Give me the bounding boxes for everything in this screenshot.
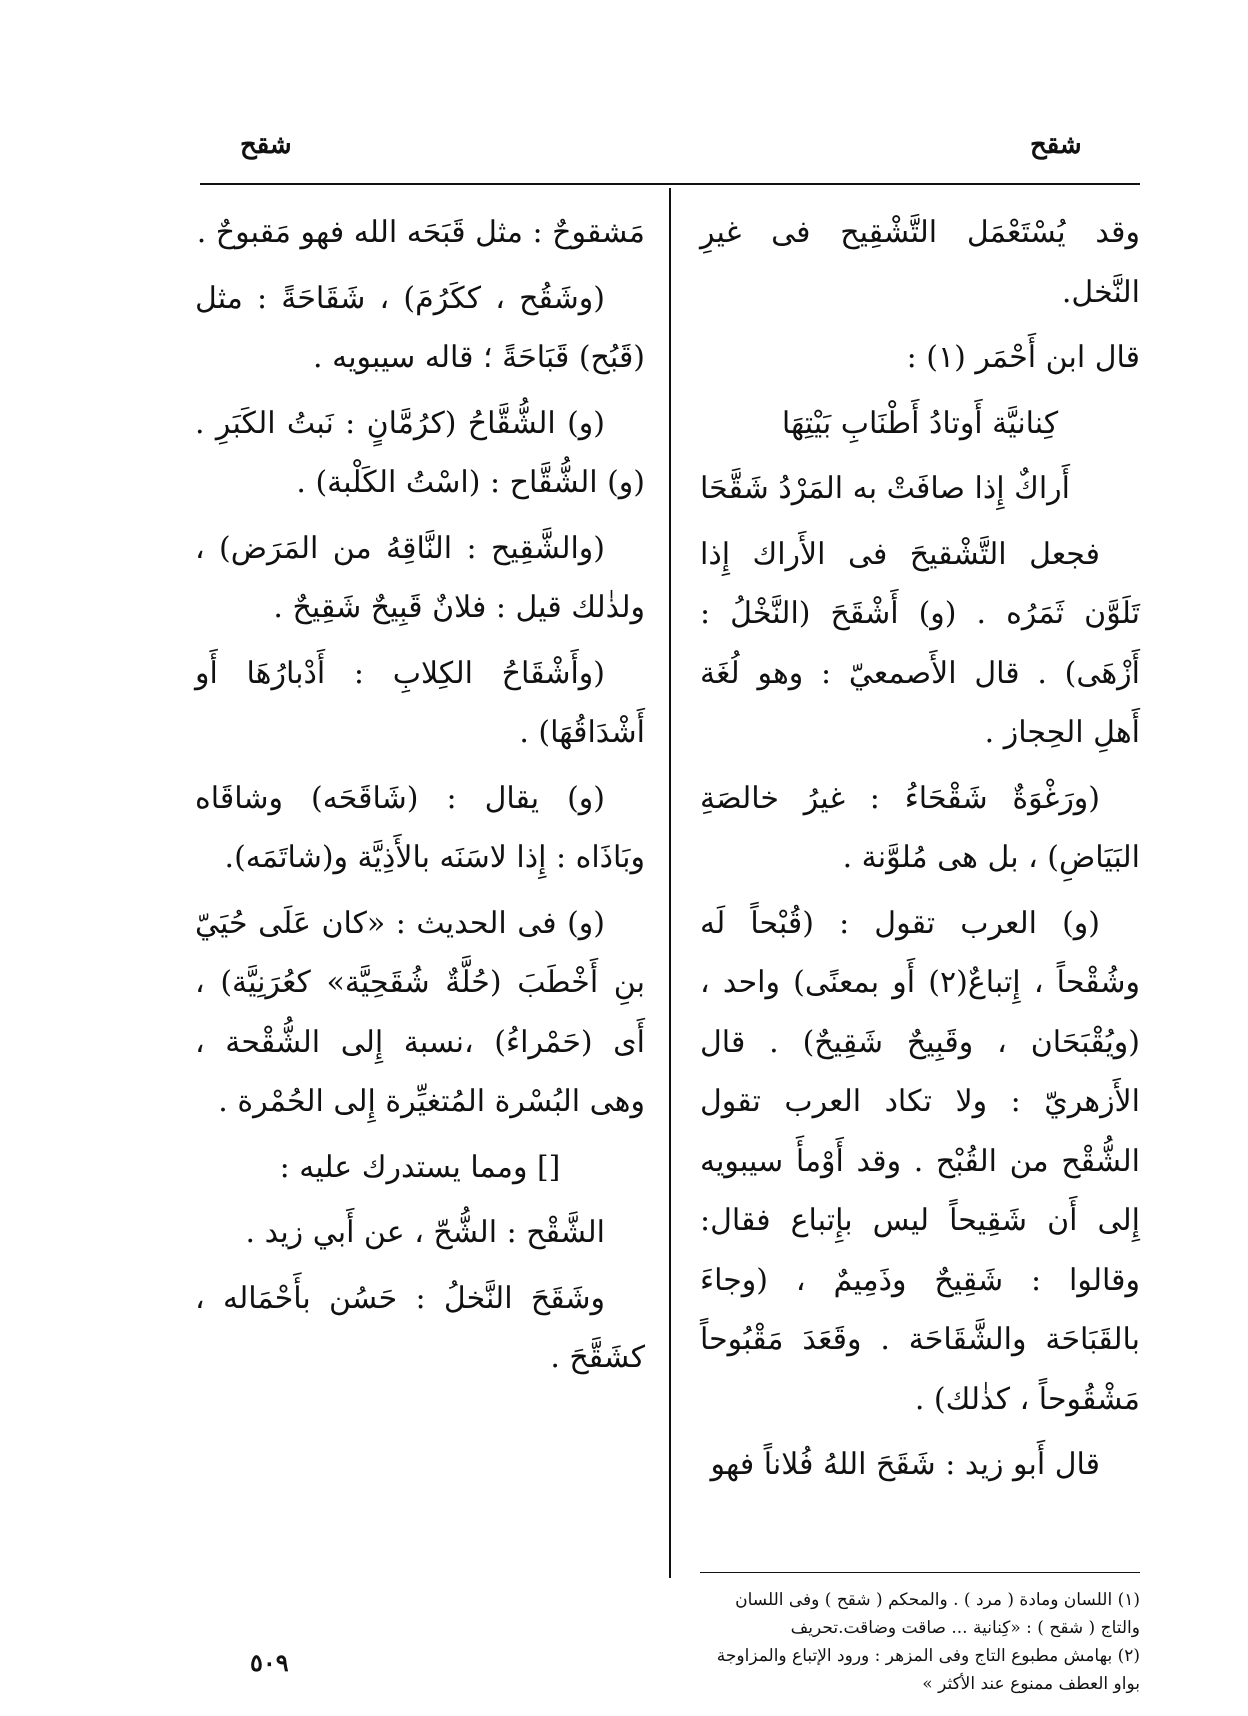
right-column xyxy=(700,203,1140,1501)
paragraph: وقد يُسْتَعْمَل التَّشْقِيح فى غيرِ النَّخل. xyxy=(700,215,1140,310)
running-head-left: شقح xyxy=(240,130,292,160)
paragraph: (و) فى الحديث : «كان عَلَى حُيَيّ بنِ أَخْطَبَ (حُلَّةٌ شُقَحِيَّة» كعُرَنِيَّة) ، أَى (حَمْراءُ) ،نسبة إِلى الشُّقْحة ، وهى البُسْرة المُتغيِّرة إِلى الحُمْرة . xyxy=(195,905,645,1119)
paragraph: الشَّقْح : الشُّحّ ، عن أَبي زيد . xyxy=(245,1215,605,1250)
page-number: ٥٠٩ xyxy=(250,1648,289,1677)
paragraph: مَشقوحٌ : مثل قَبَحَه الله فهو مَقبوحٌ . xyxy=(196,215,645,250)
verse-line: أَراكٌ إِذا صافَتْ به المَرْدُ شَقَّحَا xyxy=(700,471,1070,506)
paragraph: (و) الشُّقَّاحُ (كرُمَّانٍ : نَبتُ الكَبَرِ . (و) الشُّقَّاح : (اسْتُ الكَلْبة) . xyxy=(195,405,645,500)
paragraph: وشَقَحَ النَّخلُ : حَسُن بأَحْمَاله ، كشَقَّحَ . xyxy=(195,1280,645,1375)
verse-line: كِنانيَّة أَوتادُ أَطْنَابِ بَيْتِهَا xyxy=(781,405,1059,441)
paragraph: قال أَبو زيد : شَقَحَ اللهُ فُلاناً فهو xyxy=(710,1447,1100,1482)
running-head-right: شقح xyxy=(1030,130,1082,160)
paragraph: (و) العرب تقول : (قُبْحاً لَه وشُقْحاً ، إِتباعٌ(٢) أَو بمعنًى) واحد ، (ويُقْبَحَان ، وقَبِيحٌ شَقِيحٌ) . قال الأَزهريّ : ولا تكاد العرب تقول الشُّقْح من القُبْح . وقد أَوْمأَ سيبويه إِلى أَن شَقِيحاً ليس بإِتباع فقال: وقالوا : شَقِيحٌ وذَمِيمٌ ، (وجاءَ بالقَبَاحَة والشَّقَاحَة . وقَعَدَ مَقْبُوحاً مَشْقُوحاً ، كذٰلك) . xyxy=(700,905,1140,1417)
left-column xyxy=(195,203,645,1394)
paragraph: (و) يقال : (شَاقَحَه) وشاقَاه وبَاذَاه : إِذا لاسَنَه بالأَذِيَّة و(شاتَمَه). xyxy=(195,780,645,875)
section-heading: [] ومما يستدرك عليه : xyxy=(279,1149,561,1185)
paragraph: (وشَقُح ، ككَرُمَ) ، شَقَاحَةً : مثل (قَبُح) قَبَاحَةً ؛ قاله سيبويه . xyxy=(195,280,645,375)
footnote-rule xyxy=(700,1572,1140,1573)
footnote: (٢) بهامش مطبوع التاج وفى المزهر : ورود الإتباع والمزاوجة بواو العطف ممنوع عند الأكثر » xyxy=(716,1646,1140,1694)
paragraph: (وأَشْقَاحُ الكِلابِ : أَدْبارُهَا أَو أَشْدَاقُهَا) . xyxy=(195,655,645,750)
footnote: (١) اللسان ومادة ( مرد ) . والمحكم ( شقح ) وفى اللسان والتاج ( شقح ) : «كِنانية ... صاقت وضاقت.تحريف xyxy=(735,1590,1140,1638)
column-divider xyxy=(669,188,671,1578)
paragraph: (والشَّقِيح : النَّاقِهُ من المَرَض) ، ولذٰلك قيل : فلانٌ قَبِيحٌ شَقِيحٌ . xyxy=(195,530,645,625)
paragraph: (ورَغْوَةٌ شَقْحَاءُ : غيرُ خالصَةِ البَيَاضِ) ، بل هى مُلوَّنة . xyxy=(700,780,1140,875)
header-rule xyxy=(200,183,1140,185)
paragraph: قال ابن أَحْمَر (١) : xyxy=(906,340,1140,375)
footnotes xyxy=(700,1586,1140,1698)
paragraph: فجعل التَّشْقيحَ فى الأَراك إِذا تَلَوَّن ثَمَرُه . (و) أَشْقَحَ (النَّخْلُ : أَزْهَى) . قال الأَصمعيّ : وهو لُغَة أَهلِ الحِجاز . xyxy=(700,536,1140,750)
